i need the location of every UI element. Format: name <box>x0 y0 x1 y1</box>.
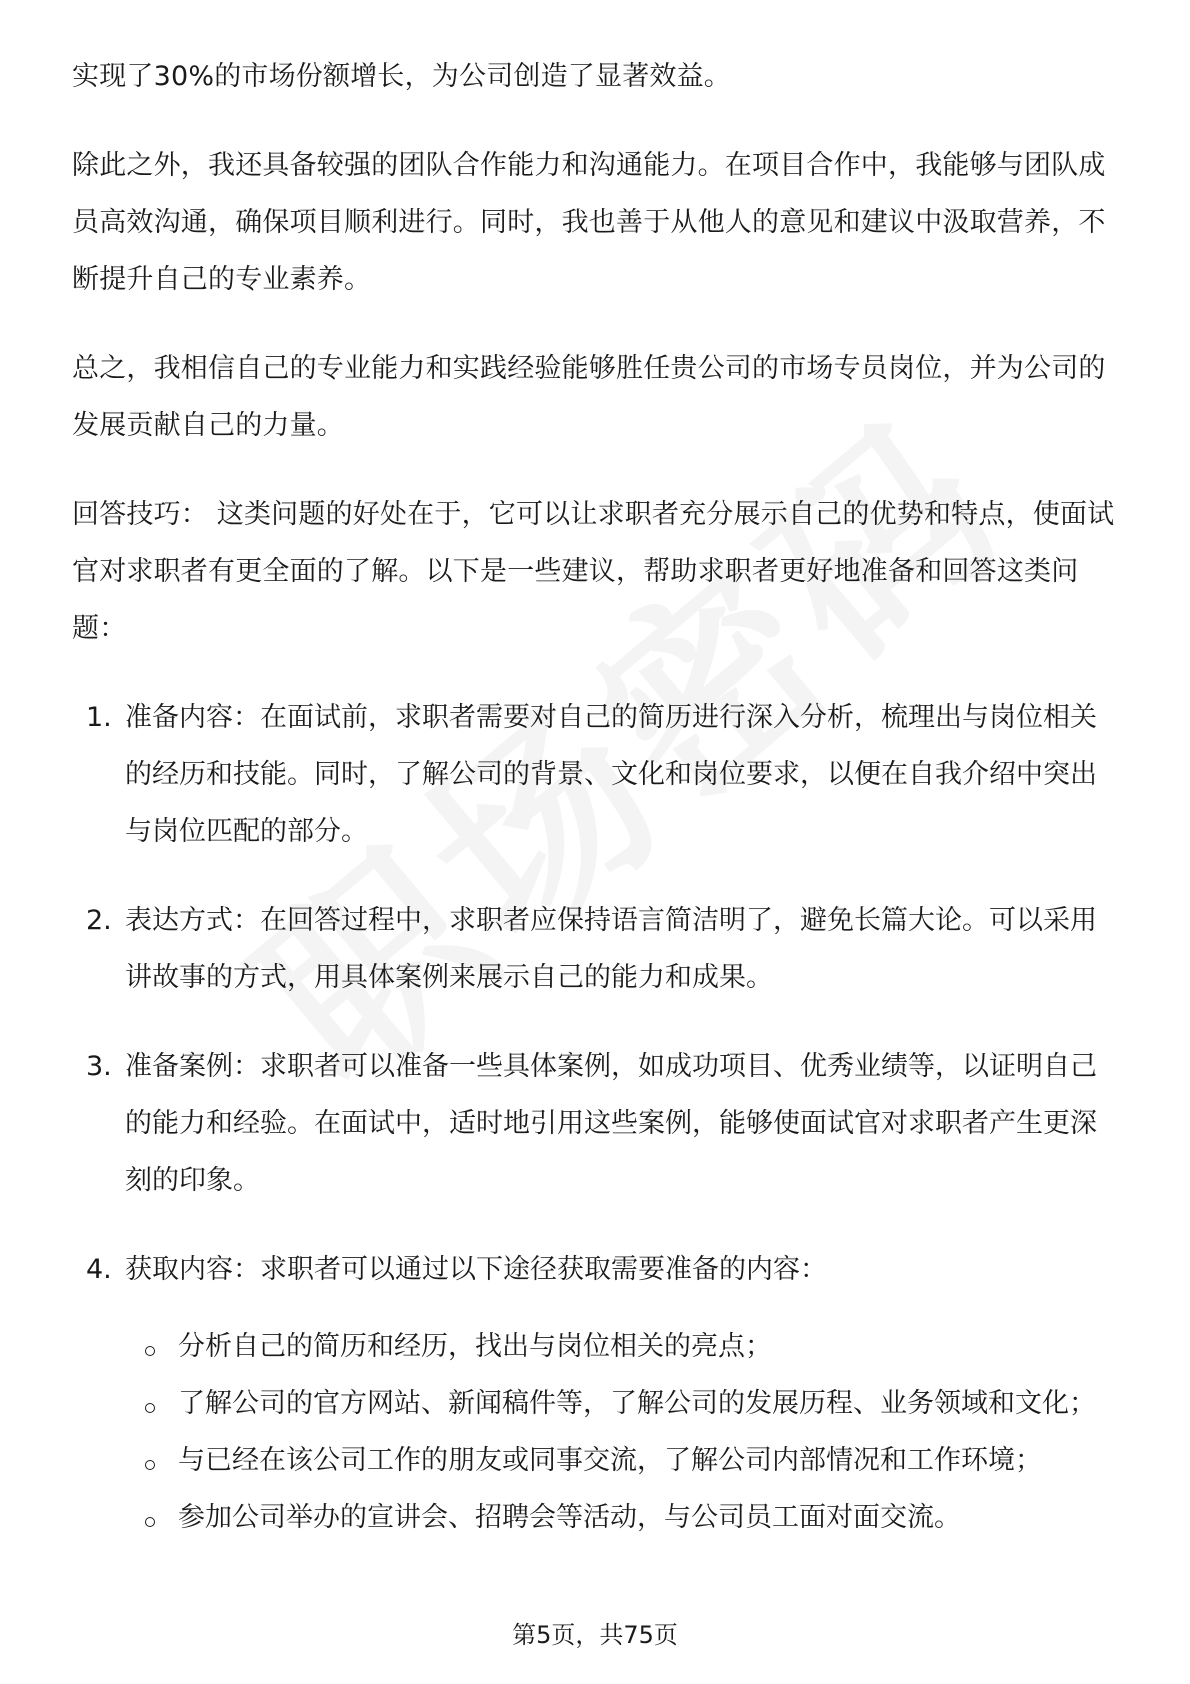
tip-item <box>72 1038 1122 1209</box>
tip-number: 4. <box>86 1254 112 1285</box>
source-text: 与已经在该公司工作的朋友或同事交流，了解公司内部情况和工作环境； <box>178 1445 1042 1476</box>
tip-number: 3. <box>86 1051 112 1082</box>
source-item <box>125 1489 1122 1546</box>
tip-text: 准备案例：求职者可以准备一些具体案例，如成功项目、优秀业绩等，以证明自己的能力和经验。在面试中，适时地引用这些案例，能够使面试官对求职者产生更深刻的印象。 <box>125 1051 1097 1196</box>
source-text: 分析自己的简历和经历，找出与岗位相关的亮点； <box>178 1331 772 1362</box>
tips-list <box>72 689 1122 1546</box>
source-text: 了解公司的官方网站、新闻稿件等，了解公司的发展历程、业务领域和文化； <box>178 1388 1096 1419</box>
circle-bullet-icon <box>145 1346 155 1356</box>
source-item <box>125 1432 1122 1489</box>
paragraph-intro-continued: 实现了30%的市场份额增长，为公司创造了显著效益。 <box>72 61 732 92</box>
source-text: 参加公司举办的宣讲会、招聘会等活动，与公司员工面对面交流。 <box>178 1502 961 1533</box>
tip-number: 2. <box>86 905 112 936</box>
tip-number: 1. <box>86 702 112 733</box>
paragraph-conclusion: 总之，我相信自己的专业能力和实践经验能够胜任贵公司的市场专员岗位，并为公司的发展贡献自己的力量。 <box>72 353 1106 441</box>
page-content <box>72 48 1122 1578</box>
tip-item <box>72 1241 1122 1546</box>
circle-bullet-icon <box>145 1460 155 1470</box>
page-number-footer: 第5页，共75页 <box>512 1621 678 1649</box>
source-item <box>125 1375 1122 1432</box>
tip-text: 获取内容：求职者可以通过以下途径获取需要准备的内容： <box>125 1254 827 1285</box>
sources-list <box>125 1318 1122 1546</box>
source-item <box>125 1318 1122 1375</box>
tip-text: 表达方式：在回答过程中，求职者应保持语言简洁明了，避免长篇大论。可以采用讲故事的方式，用具体案例来展示自己的能力和成果。 <box>125 905 1097 993</box>
paragraph-teamwork: 除此之外，我还具备较强的团队合作能力和沟通能力。在项目合作中，我能够与团队成员高效沟通，确保项目顺利进行。同时，我也善于从他人的意见和建议中汲取营养，不断提升自己的专业素养。 <box>72 150 1106 295</box>
paragraph-answer-tips: 回答技巧： 这类问题的好处在于，它可以让求职者充分展示自己的优势和特点，使面试官对求职者有更全面的了解。以下是一些建议，帮助求职者更好地准备和回答这类问题： <box>72 499 1115 644</box>
circle-bullet-icon <box>145 1517 155 1527</box>
tip-item <box>72 892 1122 1006</box>
tip-item <box>72 689 1122 860</box>
circle-bullet-icon <box>145 1403 155 1413</box>
tip-text: 准备内容：在面试前，求职者需要对自己的简历进行深入分析，梳理出与岗位相关的经历和技能。同时，了解公司的背景、文化和岗位要求，以便在自我介绍中突出与岗位匹配的部分。 <box>125 702 1097 847</box>
